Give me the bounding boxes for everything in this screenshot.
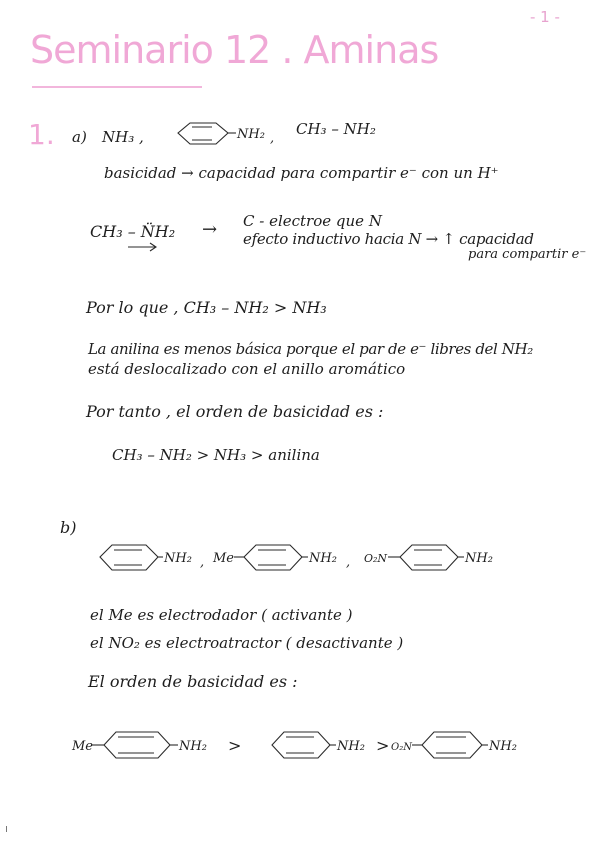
order-intro-a: Por tanto , el orden de basicidad es :	[86, 402, 384, 421]
nitroaniline-nh2: NH₂	[465, 551, 493, 566]
conclusion-line: Por lo que , CH₃ – NH₂ > NH₃	[86, 298, 327, 317]
aniline-nh2-b: NH₂	[164, 551, 192, 566]
page-number: - 1 -	[530, 8, 560, 26]
arrow-under-methylamine	[128, 243, 156, 251]
me-explanation: el Me es electrodador ( activante )	[90, 606, 353, 624]
effect-line-3: para compartir e⁻	[468, 247, 587, 262]
benzene-ring-aniline-a	[178, 123, 236, 144]
order-benzene-ring-nitroaniline	[412, 732, 488, 758]
aniline-explanation-2: está deslocalizado con el anillo aromático	[88, 360, 406, 378]
benzene-ring-aniline-b	[100, 545, 163, 570]
toluidine-nh2: NH₂	[309, 551, 337, 566]
ammonia: NH₃ ,	[102, 128, 144, 146]
aniline-separator-a: ,	[270, 131, 275, 146]
benzene-ring-nitroaniline	[388, 545, 464, 570]
order-nitroaniline-o2n: O₂N	[391, 742, 412, 753]
methylamine-formula: CH₃ – NH₂	[296, 120, 376, 138]
order-intro-b: El orden de basicidad es :	[88, 672, 298, 691]
effect-line-1: C - electroe que N	[243, 212, 382, 230]
effect-line-2: efecto inductivo hacia N → ↑ capacidad	[243, 230, 534, 248]
order-benzene-ring-toluidine	[92, 732, 178, 758]
effect-arrow: →	[202, 219, 218, 240]
order-gt-2: >	[376, 736, 390, 755]
basicity-definition: basicidad → capacidad para compartir e⁻ con un H⁺	[104, 164, 499, 182]
row1-separator-1: ,	[200, 555, 205, 570]
section-number: 1.	[28, 118, 55, 151]
toluidine-me: Me	[213, 551, 235, 566]
order-toluidine-nh2: NH₂	[179, 739, 207, 754]
methylamine-lone-pair: CH₃ – N̈H₂	[90, 222, 176, 241]
nitroaniline-o2n: O₂N	[364, 552, 388, 565]
part-b-label: b)	[60, 518, 77, 537]
page-title: Seminario 12 . Aminas	[30, 28, 439, 72]
aniline-explanation-1: La anilina es menos básica porque el par de e⁻ libres del NH₂	[88, 340, 533, 358]
order-nitroaniline-nh2: NH₂	[489, 739, 517, 754]
order-gt-1: >	[228, 736, 242, 755]
order-aniline-nh2: NH₂	[337, 739, 365, 754]
row1-separator-2: ,	[346, 555, 351, 570]
part-a-label: a)	[72, 128, 87, 146]
order-a: CH₃ – NH₂ > NH₃ > anilina	[112, 446, 320, 464]
margin-mark	[6, 826, 7, 832]
no2-explanation: el NO₂ es electroatractor ( desactivante )	[90, 634, 404, 652]
order-benzene-ring-aniline	[272, 732, 336, 758]
benzene-ring-toluidine	[234, 545, 308, 570]
order-toluidine-me: Me	[72, 739, 94, 754]
aniline-nh2-a: NH₂	[237, 127, 265, 142]
